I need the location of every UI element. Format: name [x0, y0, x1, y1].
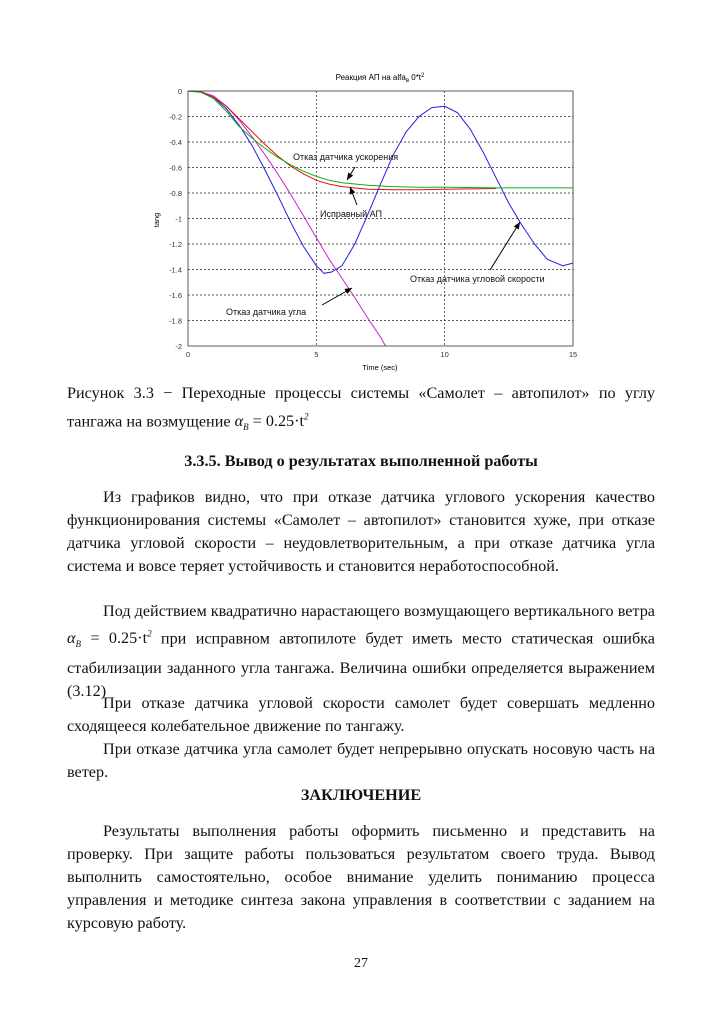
- y-tick-label: -0.2: [169, 112, 182, 122]
- y-axis-label: tang: [152, 212, 161, 228]
- y-tick-label: -1.2: [169, 240, 182, 249]
- x-tick-label: 10: [440, 350, 449, 359]
- series-line: [188, 91, 573, 273]
- series-line: [188, 91, 496, 190]
- paragraph: Под действием квадратично нарастающего возмущающего вертикального ветра $\alpha_B = 0.25\cdot t^2$ при исправном автопилоте будет иметь место статическая ошибка стабилизации заданного угла тангажа. Величина ошибки определяется выражением (3.12): [67, 602, 655, 700]
- wind-formula: $\alpha_B = 0.25\cdot t^2$: [67, 629, 152, 650]
- figure-caption: [67, 381, 655, 440]
- y-tick-label: -2: [175, 342, 182, 351]
- y-tick-label: -1.6: [169, 291, 182, 300]
- section-heading: 3.3.5. Вывод о результатах выполненной работы: [184, 452, 538, 470]
- y-tick-label: -0.4: [169, 138, 182, 147]
- annotation-label: Отказ датчика угловой скорости: [410, 274, 545, 284]
- x-tick-label: 15: [568, 350, 578, 359]
- y-tick-label: -0.8: [169, 189, 182, 198]
- series-line: [188, 91, 573, 188]
- y-tick-label: -1.4: [169, 265, 182, 275]
- transient-response-chart: [140, 70, 590, 380]
- conclusion-heading: ЗАКЛЮЧЕНИЕ: [300, 786, 422, 804]
- page-number: 27: [354, 956, 368, 971]
- paragraph: При отказе датчика угловой скорости самолет будет совершать медленно сходящееся колебательное движение по тангажу.: [67, 694, 655, 735]
- caption-formula: $\alpha_B = 0.25\cdot t^2$: [234, 412, 309, 433]
- y-tick-label: 0: [177, 87, 182, 96]
- arrowhead-icon: [347, 172, 353, 180]
- arrowhead-icon: [514, 222, 520, 230]
- axis-ticks: [169, 87, 577, 359]
- conclusion-paragraph: Результаты выполнения работы оформить письменно и представить на проверку. При защите работы пользоваться результатом своего труда. Вывод выполнить самостоятельно, особое внимание уделить пониманию процесса управления и методике синтеза закона управления в соответствии с заданием на курсовую работу.: [67, 822, 655, 932]
- annotations: [226, 152, 545, 317]
- caption-text: Рисунок 3.3 − Переходные процессы системы «Самолет – автопилот» по углу тангажа на возмущение: [67, 384, 655, 431]
- x-axis-label: Time (sec): [362, 363, 398, 372]
- annotation-label: Отказ датчика угла: [226, 307, 307, 317]
- y-tick-label: -1.8: [169, 316, 182, 326]
- annotation-label: Отказ датчика ускорения: [293, 152, 399, 162]
- x-tick-label: 5: [314, 350, 319, 359]
- y-tick-label: -0.6: [169, 163, 182, 173]
- x-tick-label: 0: [185, 350, 191, 359]
- paragraph: При отказе датчика угла самолет будет непрерывно опускать носовую часть на ветер.: [67, 740, 655, 781]
- y-tick-label: -1: [175, 214, 182, 224]
- annotation-label: Исправный АП: [320, 209, 382, 219]
- annotation-arrow: [490, 222, 520, 270]
- chart-title: Реакция АП на alfa$_в$ $0*t^2$: [335, 73, 425, 84]
- paragraph: Из графиков видно, что при отказе датчика углового ускорения качество функционирования системы «Самолет – автопилот» становится хуже, при отказе датчика угловой скорости – неудовлетворительным, а при отказе датчика угла система и вовсе теряет устойчивость и становится неработоспособной.: [67, 488, 655, 575]
